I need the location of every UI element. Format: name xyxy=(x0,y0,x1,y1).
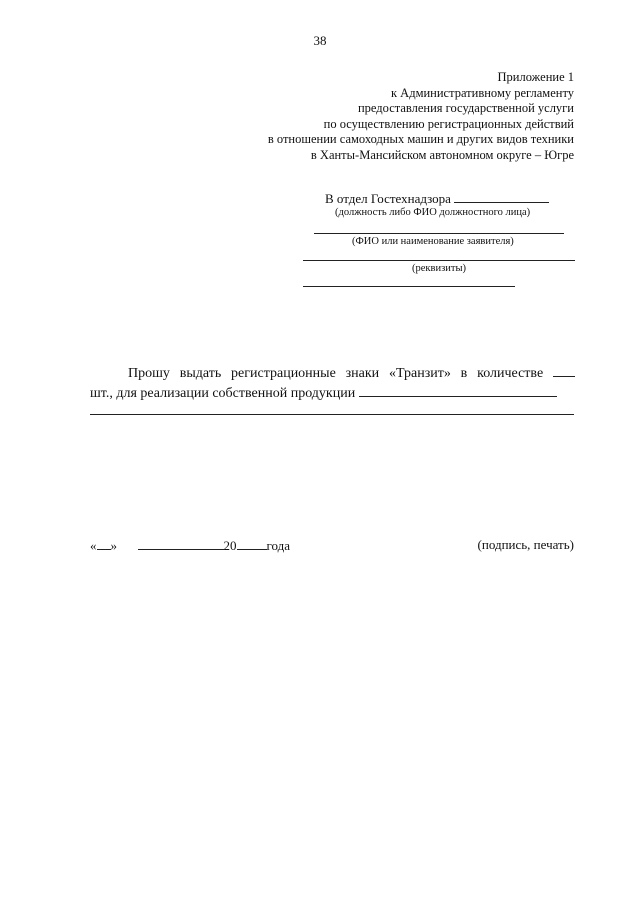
date-block xyxy=(90,537,290,554)
caption-applicant: (ФИО или наименование заявителя) xyxy=(352,236,514,247)
request-text-1: Прошу выдать регистрационные знаки «Транзит» в количестве xyxy=(128,366,544,381)
page-number: 38 xyxy=(313,33,327,48)
caption-position: (должность либо ФИО должностного лица) xyxy=(335,207,531,218)
year-suffix: года xyxy=(266,538,291,553)
signature-label: (подпись, печать) xyxy=(477,537,574,552)
quantity-blank[interactable] xyxy=(553,364,575,377)
month-blank[interactable] xyxy=(138,537,224,550)
details-blank[interactable] xyxy=(303,260,575,261)
request-line-1 xyxy=(90,364,575,384)
addressee-blank[interactable] xyxy=(454,191,549,203)
addressee-line xyxy=(325,191,549,207)
product-blank-2[interactable] xyxy=(90,414,574,415)
year-prefix: 20 xyxy=(223,538,237,553)
appendix-line: в Ханты-Мансийском автономном округе – Югре xyxy=(310,147,574,162)
appendix-line: по осуществлению регистрационных действий xyxy=(323,116,574,131)
request-line-2 xyxy=(90,384,575,404)
caption-details: (реквизиты) xyxy=(412,263,466,274)
appendix-line: в отношении самоходных машин и других видов техники xyxy=(267,132,574,146)
appendix-line: Приложение 1 xyxy=(497,70,574,84)
date-quote-open: « xyxy=(90,538,97,553)
addressee-label: В отдел Гостехнадзора xyxy=(325,191,451,206)
appendix-header xyxy=(154,70,574,163)
year-blank[interactable] xyxy=(237,537,267,550)
appendix-line: к Административному регламенту xyxy=(390,85,574,100)
request-text-2: шт., для реализации собственной продукции xyxy=(90,386,356,401)
appendix-line: предоставления государственной услуги xyxy=(357,101,574,115)
product-blank[interactable] xyxy=(359,384,557,397)
details-blank-2[interactable] xyxy=(303,286,515,287)
day-blank[interactable] xyxy=(97,537,111,550)
date-quote-close: » xyxy=(110,538,117,553)
request-paragraph xyxy=(90,364,575,404)
applicant-blank[interactable] xyxy=(314,233,564,234)
